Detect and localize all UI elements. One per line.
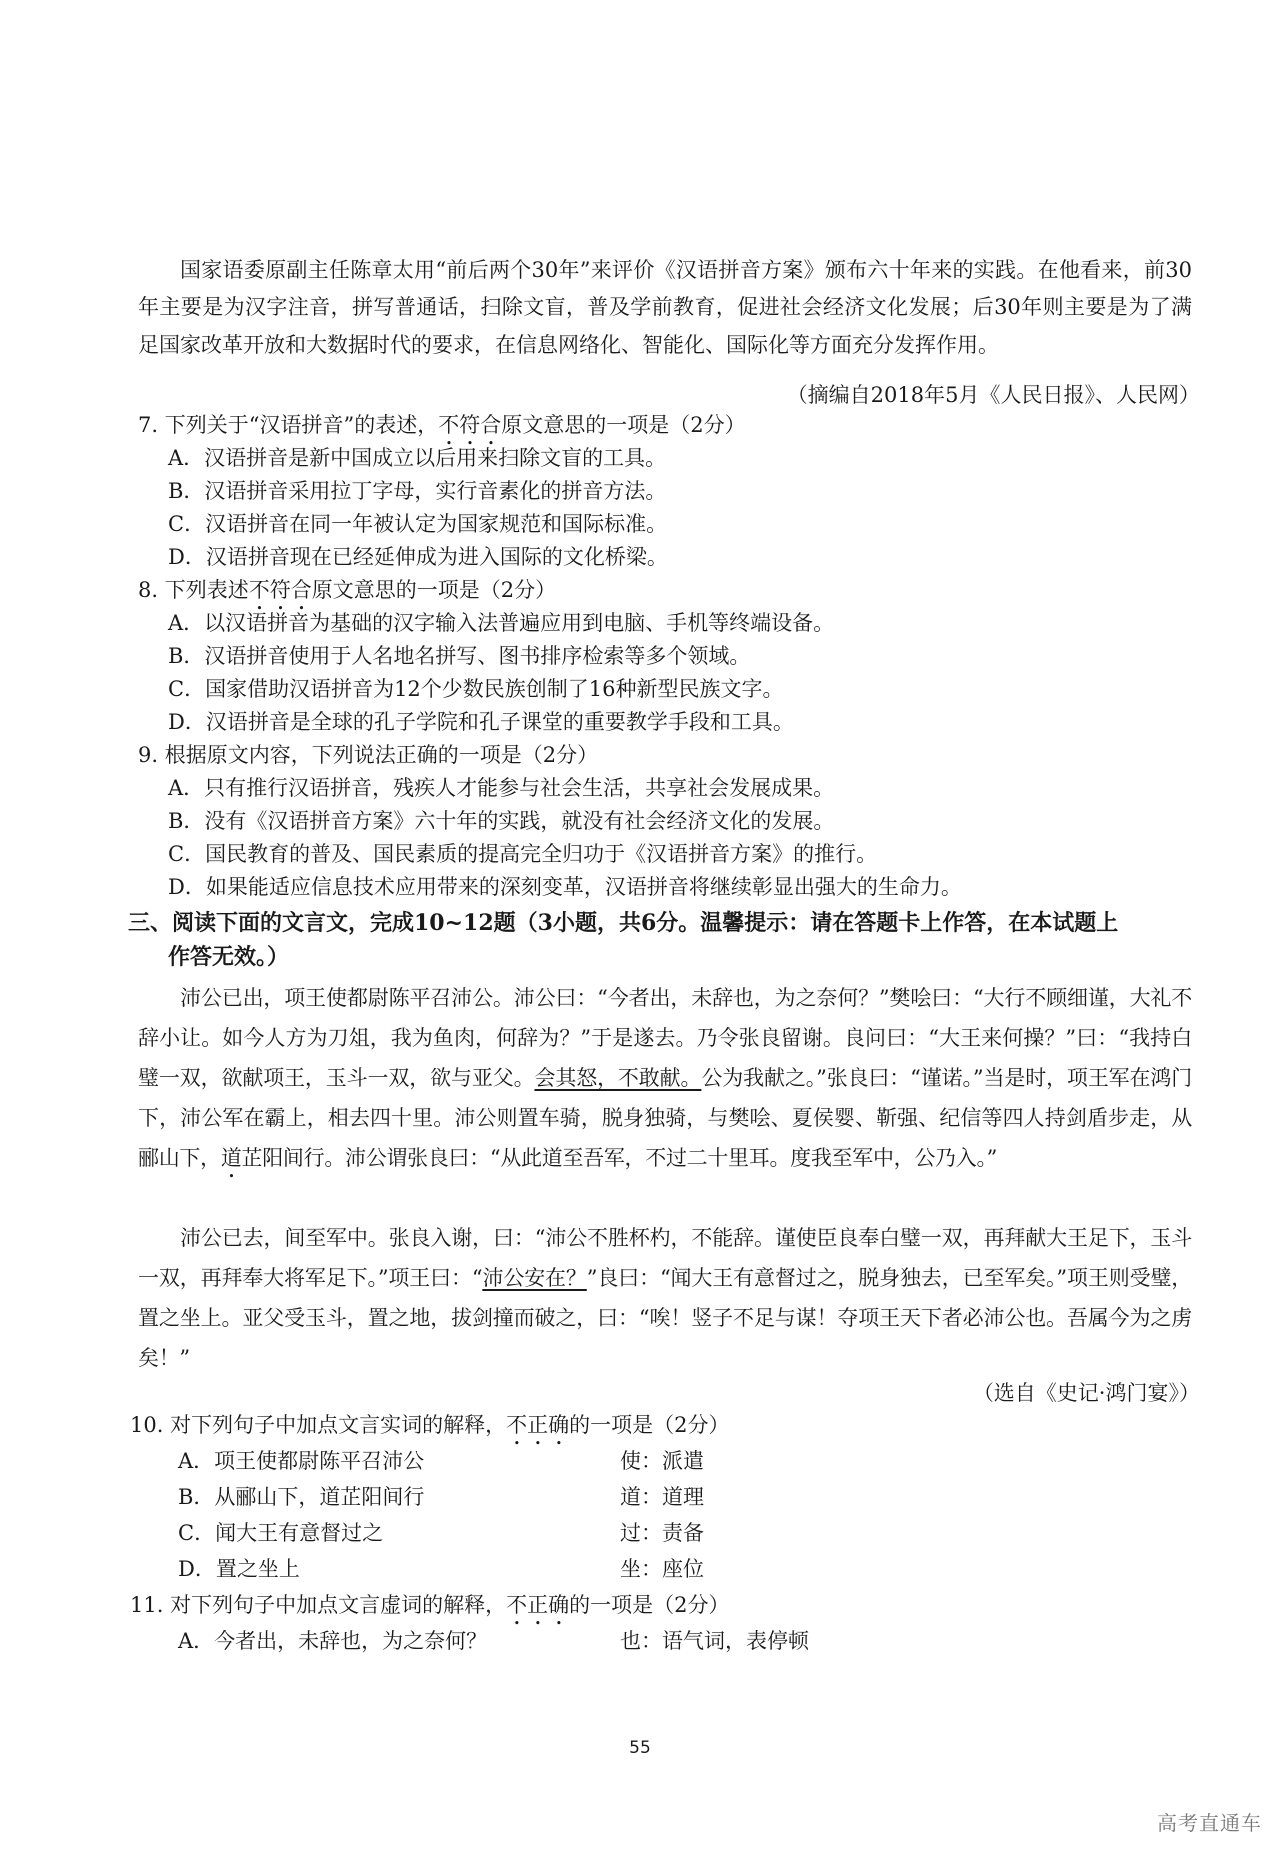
q10-explain-c: 过：责备 [620,1521,704,1545]
q9-stem: 9. 根据原文内容，下列说法正确的一项是（2分） [138,743,599,767]
q11-emphasis: 不正确 [506,1593,570,1617]
underlined-sentence-2: 沛公安在？ [482,1266,587,1290]
q10-number: 10. [130,1413,164,1437]
q7-option-c: C．汉语拼音在同一年被认定为国家规范和国际标准。 [168,512,668,536]
q10-option-a: A．项王使都尉陈平召沛公 [178,1449,425,1473]
q11-option-a: A．今者出，未辞也，为之奈何？ [178,1629,488,1653]
dotted-word-dao: 道 [220,1146,242,1170]
classical-source: （选自《史记·鸿门宴》） [972,1381,1200,1405]
q8-option-c: C．国家借助汉语拼音为12个少数民族创制了16种新型民族文字。 [168,677,784,701]
q11-number: 11. [130,1593,164,1617]
q10-option-c: C．闻大王有意督过之 [178,1521,384,1545]
q10-emphasis: 不正确 [506,1413,570,1437]
section-3-heading: 三、阅读下面的文言文，完成10~12题（3小题，共6分。温馨提示：请在答题卡上作答，在本试题上 作答无效。） [128,910,1119,970]
q7-number: 7. [138,413,159,437]
q11-stem: 11. 对下列句子中加点文言虚词的解释，不正确的一项是（2分） [130,1593,730,1617]
q8-number: 8. [138,578,159,602]
underlined-sentence-1: 会其怒，不敢献。 [534,1066,702,1090]
q8-option-b: B．汉语拼音使用于人名地名拼写、图书排序检索等多个领域。 [168,644,751,668]
q7-stem: 7. 下列关于“汉语拼音”的表述，不符合原文意思的一项是（2分） [138,413,746,437]
q9-option-c: C．国民教育的普及、国民素质的提高完全归功于《汉语拼音方案》的推行。 [168,842,878,866]
q11-explain-a: 也：语气词，表停顿 [620,1629,809,1653]
intro-source: （摘编自2018年5月《人民日报》、人民网） [786,383,1200,407]
q8-emphasis: 不符合 [248,578,312,602]
q9-option-d: D．如果能适应信息技术应用带来的深刻变革，汉语拼音将继续彰显出强大的生命力。 [168,875,962,899]
q9-option-a: A．只有推行汉语拼音，残疾人才能参与社会生活，共享社会发展成果。 [168,776,835,800]
q9-number: 9. [138,743,159,767]
intro-paragraph: 国家语委原副主任陈章太用“前后两个30年”来评价《汉语拼音方案》颁布六十年来的实践。在他看来，前30年主要是为汉字注音，拼写普通话，扫除文盲，普及学前教育，促进社会经济文化发展；后30年则主要是为了满足国家改革开放和大数据时代的要求，在信息网络化、智能化、国际化等方面充分发挥作用。 [138,258,1192,357]
q10-explain-b: 道：道理 [620,1485,704,1509]
q10-explain-a: 使：派遣 [620,1449,704,1473]
q8-option-d: D．汉语拼音是全球的孔子学院和孔子课堂的重要教学手段和工具。 [168,710,794,734]
page-number: 55 [629,1738,651,1758]
classical-paragraph-1: 沛公已出，项王使都尉陈平召沛公。沛公曰：“今者出，未辞也，为之奈何？”樊哙曰：“大行不顾细谨，大礼不辞小让。如今人方为刀俎，我为鱼肉，何辞为？”于是遂去。乃令张良留谢。良问曰：“大王来何操？”曰：“我持白璧一双，欲献项王，玉斗一双，欲与亚父。会其怒，不敢献。公为我献之。”张良曰：“谨诺。”当是时，项王军在鸿门下，沛公军在霸上，相去四十里。沛公则置车骑，脱身独骑，与樊哙、夏侯婴、靳强、纪信等四人持剑盾步走，从郦山下，道芷阳间行。沛公谓张良曰：“从此道至吾军，不过二十里耳。度我至军中，公乃入。” [138,986,1192,1170]
q8-option-a: A．以汉语拼音为基础的汉字输入法普遍应用到电脑、手机等终端设备。 [168,611,835,635]
q10-stem: 10. 对下列句子中加点文言实词的解释，不正确的一项是（2分） [130,1413,730,1437]
q10-option-d: D．置之坐上 [178,1557,300,1581]
classical-paragraph-2: 沛公已去，间至军中。张良入谢，曰：“沛公不胜杯杓，不能辞。谨使臣良奉白璧一双，再拜献大王足下，玉斗一双，再拜奉大将军足下。”项王曰：“沛公安在？”良曰：“闻大王有意督过之，脱身独去，已至军矣。”项王则受璧，置之坐上。亚父受玉斗，置之地，拔剑撞而破之，曰：“唉！竖子不足与谋！夺项王天下者必沛公也。吾属今为之虏矣！” [138,1226,1193,1370]
q9-option-b: B．没有《汉语拼音方案》六十年的实践，就没有社会经济文化的发展。 [168,809,835,833]
q7-emphasis: 不符合 [438,413,502,437]
watermark: 高考直通车 [1157,1811,1262,1835]
q7-option-a: A．汉语拼音是新中国成立以后用来扫除文盲的工具。 [168,446,667,470]
q10-explain-d: 坐：座位 [620,1557,704,1581]
q7-option-b: B．汉语拼音采用拉丁字母，实行音素化的拼音方法。 [168,479,667,503]
q7-option-d: D．汉语拼音现在已经延伸成为进入国际的文化桥梁。 [168,545,668,569]
q10-option-b: B．从郦山下，道芷阳间行 [178,1485,425,1509]
q8-stem: 8. 下列表述不符合原文意思的一项是（2分） [138,578,557,602]
